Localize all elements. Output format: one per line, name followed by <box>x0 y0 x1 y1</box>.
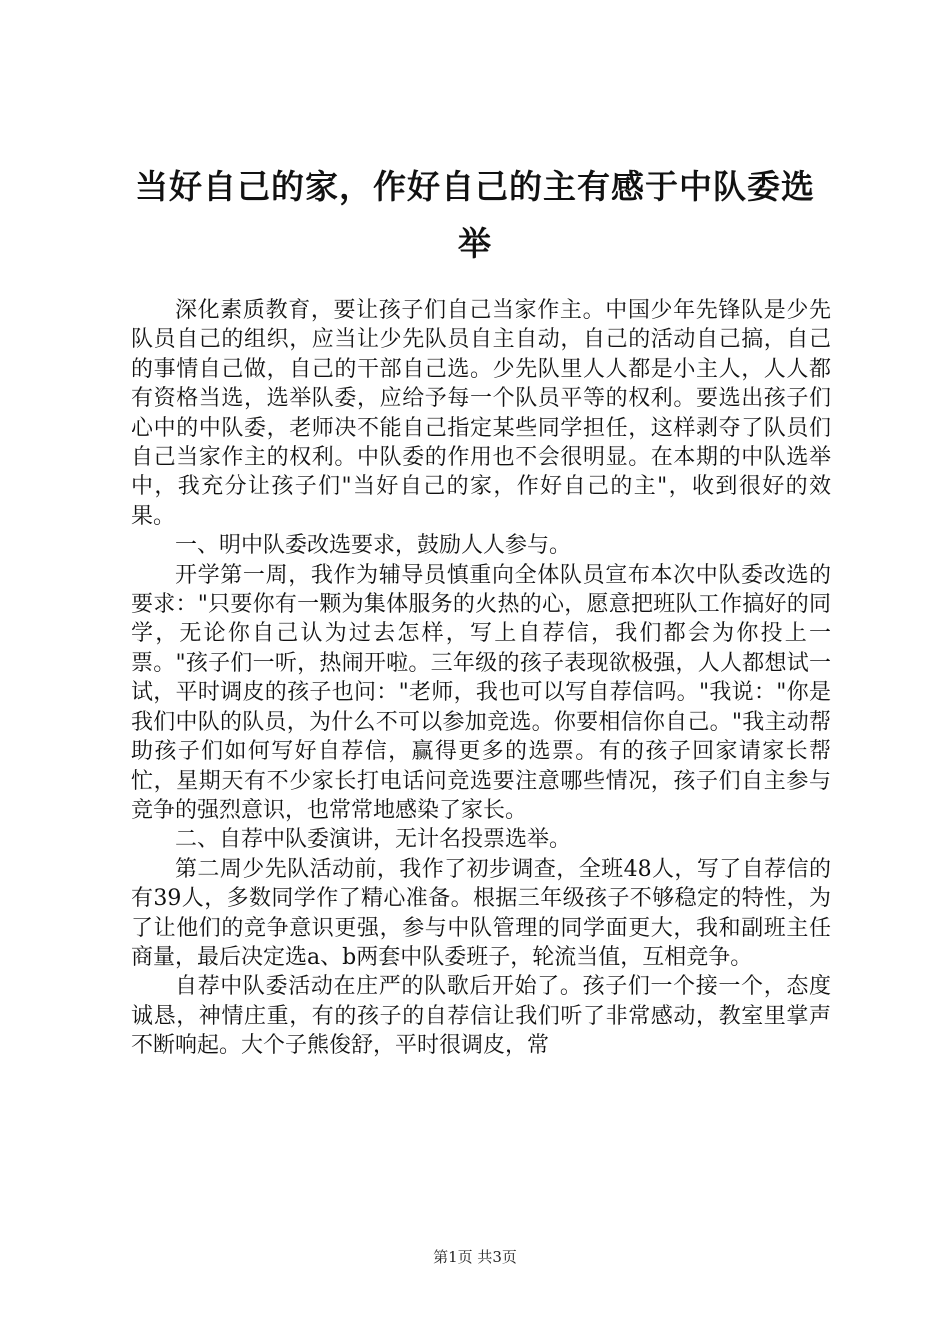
section-heading: 二、自荐中队委演讲，无计名投票选举。 <box>175 827 572 853</box>
document-title: 当好自己的家，作好自己的主有感于中队委选举 <box>135 167 815 263</box>
paragraph: 自荐中队委活动在庄严的队歌后开始了。孩子们一个接一个，态度诚恳，神情庄重，有的孩子的自荐信让我们听了非常感动，教室里掌声不断响起。大个子熊俊舒，平时很调皮，常 <box>131 974 831 1059</box>
paragraph: 第二周少先队活动前，我作了初步调查，全班48人，写了自荐信的有39人，多数同学作了精心准备。根据三年级孩子不够稳定的特性，为了让他们的竞争意识更强，参与中队管理的同学面更大，我和副班主任商量，最后决定选a、b两套中队委班子，轮流当值，互相竞争。 <box>131 856 831 970</box>
page-number: 第1页 共3页 <box>433 1248 517 1266</box>
document-body <box>131 296 831 1061</box>
paragraph: 开学第一周，我作为辅导员慎重向全体队员宣布本次中队委改选的要求："只要你有一颗为集体服务的火热的心，愿意把班队工作搞好的同学，无论你自己认为过去怎样，写上自荐信，我们都会为你投上一票。"孩子们一听，热闹开啦。三年级的孩子表现欲极强，人人都想试一试，平时调皮的孩子也问："老师，我也可以写自荐信吗。"我说："你是我们中队的队员，为什么不可以参加竞选。你要相信你自己。"我主动帮助孩子们如何写好自荐信，赢得更多的选票。有的孩子回家请家长帮忙，星期天有不少家长打电话问竞选要注意哪些情况，孩子们自主参与竞争的强烈意识，也常常地感染了家长。 <box>131 562 831 823</box>
section-heading: 一、明中队委改选要求，鼓励人人参与。 <box>175 533 572 559</box>
paragraph: 深化素质教育，要让孩子们自己当家作主。中国少年先锋队是少先队员自己的组织，应当让少先队员自主自动，自己的活动自己搞，自己的事情自己做，自己的干部自己选。少先队里人人都是小主人，人人都有资格当选，选举队委，应给予每一个队员平等的权利。要选出孩子们心中的中队委，老师决不能自己指定某些同学担任，这样剥夺了队员们自己当家作主的权利。中队委的作用也不会很明显。在本期的中队选举中，我充分让孩子们"当好自己的家，作好自己的主"，收到很好的效果。 <box>131 298 831 529</box>
